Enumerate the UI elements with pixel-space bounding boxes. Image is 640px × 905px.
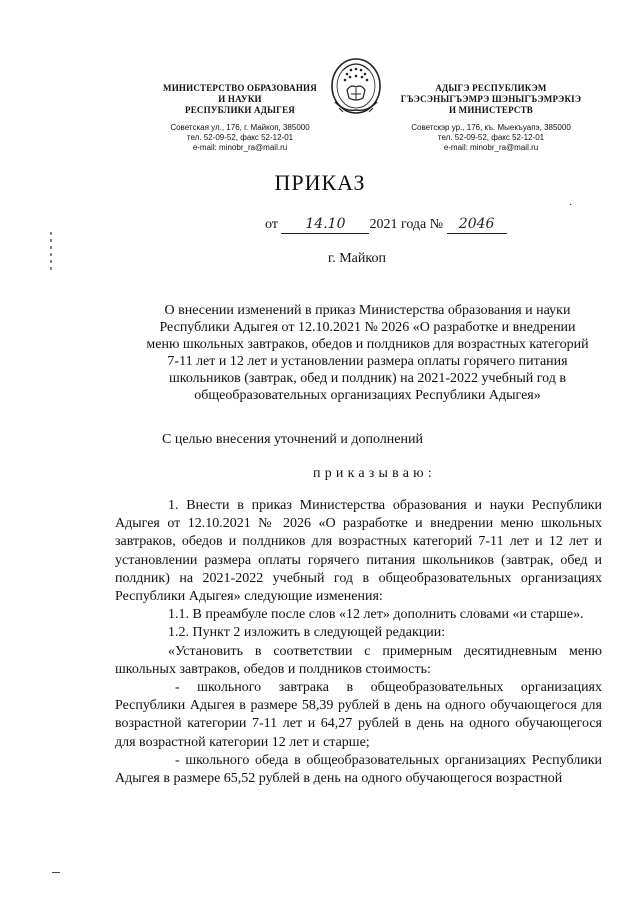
ministry-name-adyghe — [396, 83, 586, 116]
date-suffix: 2021 года № — [369, 217, 444, 232]
ministry-name-line: АДЫГЭ РЕСПУБЛИКЭМ — [435, 83, 547, 93]
number-field — [447, 216, 507, 234]
ministry-name-line: И НАУКИ — [218, 94, 262, 104]
ministry-address-adyghe — [396, 123, 586, 153]
subject-line: школьников (завтрак, обед и полдник) на 2021-2022 учебный год в — [168, 371, 567, 386]
ministry-name-russian — [145, 83, 335, 116]
subject-line: 7-11 лет и 12 лет и установлении размера оплаты горячего питания — [167, 354, 568, 369]
phone-line: тел. 52-09-52, факс 52-12-01 — [186, 133, 294, 142]
handwritten-number: 2046 — [458, 216, 495, 232]
address-line: Советскэр ур., 176, къ. Мыекъуапэ, 385000 — [411, 123, 571, 132]
phone-line: тел. 52-09-52, факс 52-12-01 — [437, 133, 545, 142]
scan-mark — [52, 872, 60, 873]
document-title: ПРИКАЗ — [274, 170, 366, 195]
address-line: Советская ул., 176, г. Майкоп, 385000 — [170, 123, 310, 132]
body-paragraph: 1. Внести в приказ Министерства образования и науки Республики Адыгея от 12.10.2021 № 2026 «О разработке и внедрении меню школьных завтраков, обедов и полдников для возрастных категорий 7-11 лет и 12 лет и установлении размера оплаты горячего питания школьников (завтрак, обед и полдник) на 2021-2022 учебный год в общеобразовательных организациях Республики Адыгея» следующие изменения: — [115, 498, 602, 605]
body-paragraph: «Установить в соответствии с примерным десятидневным меню школьных завтраков, обедов и полдников стоимость: — [115, 643, 602, 677]
subject-line: общеобразовательных организациях Республики Адыгея» — [194, 388, 541, 403]
ministry-name-line: И МИНИСТЕРСТВ — [449, 105, 533, 115]
document-body — [115, 497, 602, 788]
document-subject — [125, 302, 610, 404]
subject-line: меню школьных завтраков, обедов и полдников для возрастных категорий — [146, 337, 589, 352]
document-city: г. Майкоп — [328, 251, 386, 266]
subject-line: О внесении изменений в приказ Министерства образования и науки — [164, 303, 571, 318]
date-field — [281, 216, 369, 234]
ministry-address-russian — [145, 123, 335, 153]
document-intro: С целью внесения уточнений и дополнений — [162, 432, 423, 447]
ministry-name-line: РЕСПУБЛИКИ АДЫГЕЯ — [185, 105, 295, 115]
email-line: e-mail: minobr_ra@mail.ru — [192, 143, 288, 152]
ministry-name-line: ГЪЭСЭНЫГЪЭМРЭ ШЭНЫГЪЭМРЭКIЭ — [400, 94, 582, 104]
adygea-coat-of-arms-icon — [325, 50, 387, 120]
date-prefix: от — [265, 217, 278, 232]
handwritten-date: 14.10 — [305, 216, 346, 232]
body-paragraph: 1.2. Пункт 2 изложить в следующей редакции: — [168, 625, 446, 641]
document-date-row — [265, 216, 507, 234]
margin-mark — [50, 232, 52, 270]
ministry-name-line: МИНИСТЕРСТВО ОБРАЗОВАНИЯ — [163, 83, 317, 93]
scan-speck: · — [569, 200, 573, 211]
body-paragraph: - школьного обеда в общеобразовательных организациях Республики Адыгея в размере 65,52 рублей в день на одного обучающегося возрастной — [115, 752, 602, 787]
body-paragraph: - школьного завтрака в общеобразовательных организациях Республики Адыгея в размере 58,39 рублей в день на одного обучающегося для возрастной категории 7-11 лет и 64,27 рублей в день на одного обучающегося для возрастной категории 12 лет и старше; — [115, 680, 602, 750]
subject-line: Республики Адыгея от 12.10.2021 № 2026 «О разработке и внедрении — [159, 320, 576, 335]
body-paragraph: 1.1. В преамбуле после слов «12 лет» дополнить словами «и старше». — [168, 607, 584, 623]
email-line: e-mail: minobr_ra@mail.ru — [443, 143, 539, 152]
order-word: приказываю: — [313, 466, 436, 481]
